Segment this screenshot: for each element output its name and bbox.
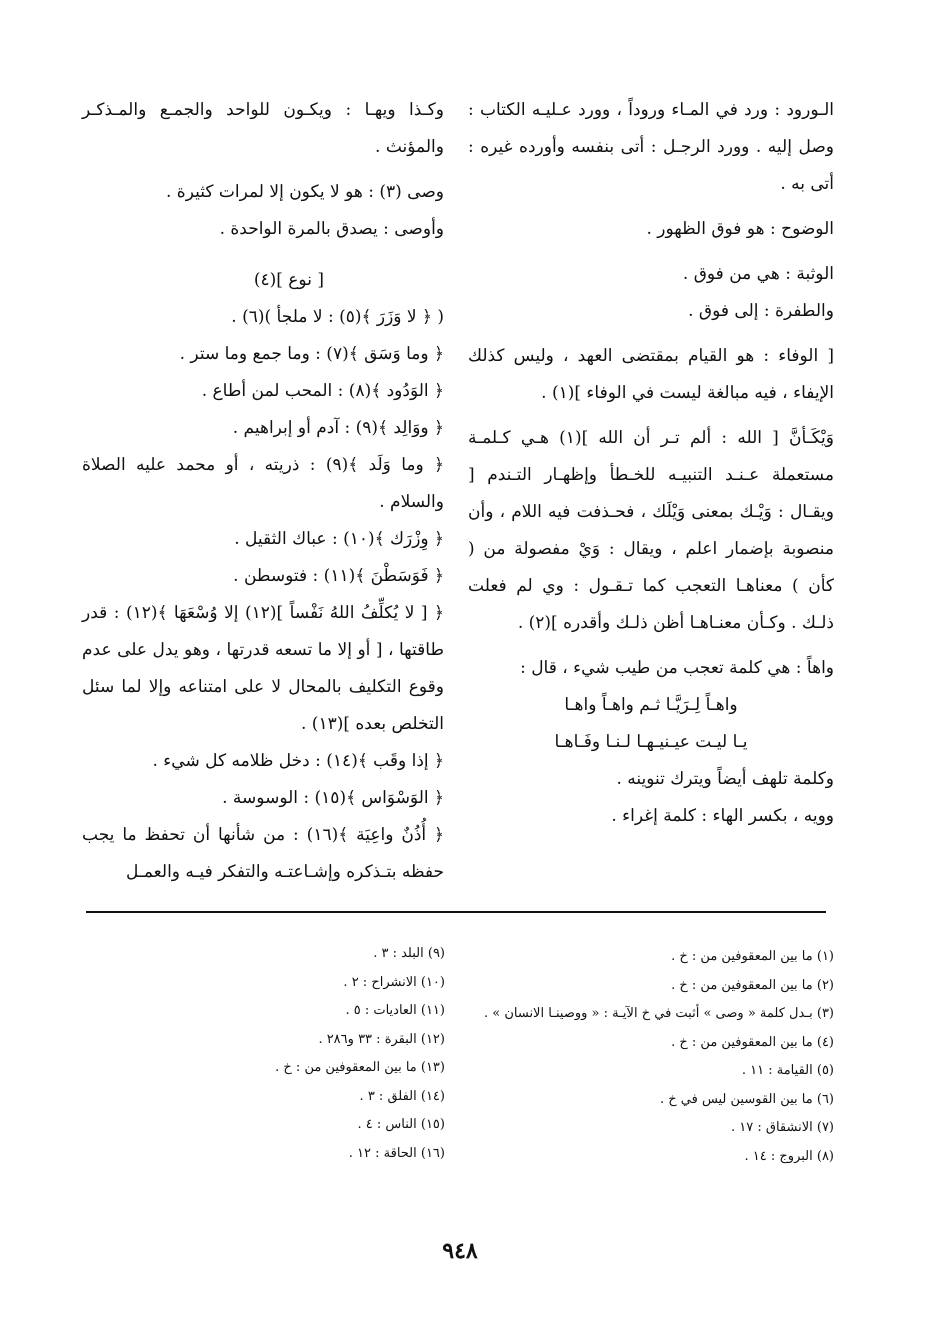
entry-wassa: وصى (٣) : هو لا يكون إلا لمرات كثيرة . <box>166 182 444 202</box>
entry-wadood: ﴿ الوَدُود ﴾(٨) : المحب لمن أطاع . <box>201 381 444 401</box>
entry-wizr: ﴿ وِزْرَك ﴾(١٠) : عباك الثقيل . <box>234 529 444 549</box>
entry-tafra: والطفرة : إلى فوق . <box>688 301 834 321</box>
entry-wafaa: [ الوفاء : هو القيام بمقتضى العهد ، وليس كذلك الإيفاء ، فيه مبالغة ليست في الوفاء ](١) . <box>468 346 834 403</box>
footnote-7: (٧) الانشقاق : ١٧ . <box>730 1120 834 1135</box>
entry-waykaanna: وَيْكَـأنَّ [ الله : ألم تـر أن الله ](١) هـي كـلمـة مستعملة عـنـد التنبيـه للخـطأ وإظهـار التـندم [ ويقـال : وَيْـك بمعنى وَيْلَك ، فحـذفت فيه اللام ، وأن منصوبة بإضمار اعلم ، ويقال : وَيْ مفصولة من ( كأن ) معناهـا التعجب كما تـقـول : وي لم فعلت ذلـك . وكـأن معنـاهـا أظن ذلـك وأقدره ](٢) . <box>468 428 834 633</box>
footnote-15: (١٥) الناس : ٤ . <box>357 1117 445 1132</box>
footnote-1: (١) ما بين المعقوفين من : خ . <box>671 949 834 964</box>
entry-awsa: وأوصى : يصدق بالمرة الواحدة . <box>219 219 444 239</box>
entry-wayha: وكـذا ويهـا : ويكـون للواحد والجمـع والمـذكـر والمؤنث . <box>82 100 444 157</box>
entry-walad: ﴿ وما وَلَد ﴾(٩) : ذريته ، أو محمد عليه الصلاة والسلام . <box>82 455 444 512</box>
left-text-column <box>82 92 444 891</box>
footnote-13: (١٣) ما بين المعقوفين من : خ . <box>275 1060 445 1075</box>
entry-wurud: الـورود : ورد في المـاء وروداً ، وورد عـليـه الكتاب : وصل إليه . وورد الرجـل : أتى بنفسه وأورده غيره : أتى به . <box>468 100 834 194</box>
entry-talahhuf: وكلمة تلهف أيضاً ويترك تنوينه . <box>616 769 834 789</box>
entry-wasaq: ﴿ وما وَسَق ﴾(٧) : وما جمع وما ستر . <box>179 344 444 364</box>
entry-wusaha: ﴿ [ لا يُكلِّفُ اللهُ نَفْساً ](١٢) إلا وُسْعَهَا ﴾(١٢) : قدر طاقتها ، [ أو إلا ما تسعه قدرتها ، وهو يدل على عدم وقوع التكليف بالمحال لا على امتناعه وإلا لما سئل التخلص بعده ](١٣) . <box>82 603 444 734</box>
entry-waiya: ﴿ أُذُنٌ واعِيَة ﴾(١٦) : من شأنها أن تحفظ ما يجب حفظه بتـذكره وإشـاعتـه والتفكر فيـه والعمـل <box>82 825 444 882</box>
entry-waqab: ﴿ إذا وقَب ﴾(١٤) : دخل ظلامه كل شيء . <box>152 751 444 771</box>
footnote-14: (١٤) الفلق : ٣ . <box>359 1088 445 1104</box>
footnote-8: (٨) البروج : ١٤ . <box>744 1148 834 1164</box>
page-number: ٩٤٨ <box>442 1238 478 1264</box>
footnote-2: (٢) ما بين المعقوفين من : خ . <box>671 977 834 993</box>
section-heading-naw: [ نوع ](٤) <box>253 270 324 290</box>
footnote-10: (١٠) الانشراح : ٢ . <box>343 974 445 990</box>
footnote-16: (١٦) الحاقة : ١٢ . <box>348 1145 445 1161</box>
footnote-11: (١١) العاديات : ٥ . <box>345 1003 445 1018</box>
footnote-5: (٥) القيامة : ١١ . <box>741 1063 834 1078</box>
footnotes-right <box>468 943 834 1171</box>
poem-line-1: واهـاً لِـرَيَّـا ثـم واهـاً واهـا <box>564 695 738 715</box>
entry-walid: ﴿ ووَالِد ﴾(٩) : آدم أو إبراهيم . <box>232 418 444 438</box>
poem-line-2: يـا ليـت عيـنيـهـا لـنـا وفَـاهـا <box>554 732 748 752</box>
footnote-4: (٤) ما بين المعقوفين من : خ . <box>671 1034 834 1050</box>
footnote-divider <box>86 911 826 913</box>
footnote-6: (٦) ما بين القوسين ليس في خ . <box>659 1091 834 1107</box>
entry-wayh: وويه ، بكسر الهاء : كلمة إغراء . <box>611 806 834 826</box>
footnote-12: (١٢) البقرة : ٣٣ و٢٨٦ . <box>318 1031 445 1047</box>
entry-waahan: واهاً : هي كلمة تعجب من طيب شيء ، قال : <box>520 658 834 678</box>
entry-la-wazar: ( ﴿ لا وَزَرَ ﴾(٥) : لا ملجأ )(٦) . <box>231 307 444 327</box>
footnotes-left <box>200 940 445 1168</box>
entry-wathba: الوثبة : هي من فوق . <box>682 264 834 284</box>
right-text-column <box>468 92 834 835</box>
footnote-3: (٣) بـدل كلمة « وصى » أثبت في خ الآيـة : « ووصينـا الانسان » . <box>483 1006 834 1021</box>
entry-wudooh: الوضوح : هو فوق الظهور . <box>646 219 834 239</box>
entry-wasatna: ﴿ فَوَسَطْنَ ﴾(١١) : فتوسطن . <box>233 566 444 586</box>
footnote-9: (٩) البلد : ٣ . <box>373 946 445 961</box>
entry-waswas: ﴿ الوَسْوَاس ﴾(١٥) : الوسوسة . <box>222 788 444 808</box>
